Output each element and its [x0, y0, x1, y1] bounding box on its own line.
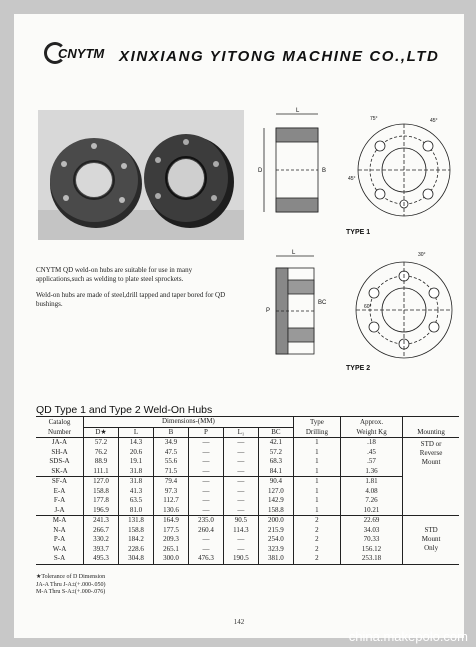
table-cell: 495.3	[84, 554, 119, 564]
table-cell: 266.7	[84, 526, 119, 536]
dim-d-label: D	[258, 168, 263, 174]
table-cell: 68.3	[258, 457, 293, 467]
table-cell: 177.8	[84, 496, 119, 506]
dim-b-label: B	[322, 168, 327, 174]
company-logo	[44, 40, 106, 70]
table-cell: 260.4	[188, 526, 223, 536]
table-row	[36, 467, 459, 477]
type2-drawing	[254, 246, 470, 386]
table-cell: SDS-A	[49, 457, 70, 466]
table-cell: JA-A	[51, 438, 68, 447]
table-cell: 158.8	[258, 506, 293, 516]
table-row	[36, 448, 459, 458]
table-row	[36, 545, 459, 555]
table-cell: 81.0	[118, 506, 153, 516]
header-type: Type	[293, 417, 340, 428]
table-cell: 31.8	[118, 467, 153, 477]
catalog-page	[14, 14, 464, 638]
table-cell: —	[188, 477, 223, 487]
table-cell: 158.8	[84, 487, 119, 497]
dim-bc-label: BC	[318, 300, 327, 306]
table-cell: 31.8	[118, 477, 153, 487]
table-cell: 393.7	[84, 545, 119, 555]
table-cell: 111.1	[84, 467, 119, 477]
table-cell: S-A	[36, 554, 84, 564]
table-cell: 70.33	[340, 535, 402, 545]
header-catalog: Catalog	[36, 417, 84, 428]
table-cell: 381.0	[258, 554, 293, 564]
type2-label: TYPE 2	[346, 365, 371, 372]
table-cell: 10.21	[340, 506, 402, 516]
header-l1: L₁	[223, 427, 258, 438]
angle-label-1: 45°	[430, 118, 438, 124]
table-cell: 97.3	[153, 487, 188, 497]
header-l: L	[118, 427, 153, 438]
table-cell: J-A	[36, 506, 84, 516]
table-cell: 196.9	[84, 506, 119, 516]
logo-text: CNYTM	[58, 46, 105, 61]
table-cell: 1	[293, 477, 340, 487]
table-cell: 190.5	[223, 554, 258, 564]
table-cell: .45	[340, 448, 402, 458]
table-cell: —	[223, 477, 258, 487]
table-cell: 323.9	[258, 545, 293, 555]
table-cell: 71.5	[153, 467, 188, 477]
table-cell: 1	[293, 457, 340, 467]
mounting-std-or-reverse: STD or Reverse Mount	[403, 438, 459, 516]
table-cell: —	[188, 438, 223, 448]
table-cell: 156.12	[340, 545, 402, 555]
table-cell: 34.9	[153, 438, 188, 448]
table-cell: —	[188, 457, 223, 467]
table-cell: —	[188, 448, 223, 458]
table-cell: —	[223, 545, 258, 555]
table-cell: 127.0	[84, 477, 119, 487]
angle-label-60: 60°	[364, 304, 372, 310]
table-cell: —	[188, 496, 223, 506]
table-cell: 235.0	[188, 516, 223, 526]
table-cell: —	[188, 467, 223, 477]
angle-label-30: 30°	[418, 252, 426, 258]
table-cell: 7.26	[340, 496, 402, 506]
type1-drawing	[254, 104, 470, 248]
header-drilling: Drilling	[293, 427, 340, 438]
table-cell: 4.08	[340, 487, 402, 497]
table-cell: —	[223, 487, 258, 497]
table-cell: 1	[293, 487, 340, 497]
table-row	[36, 506, 459, 516]
table-title: QD Type 1 and Type 2 Weld-On Hubs	[36, 404, 213, 416]
table-cell: —	[223, 496, 258, 506]
table-cell: —	[223, 448, 258, 458]
product-description	[36, 266, 226, 316]
table-cell: 215.9	[258, 526, 293, 536]
table-cell: .18	[340, 438, 402, 448]
table-cell: 19.1	[118, 457, 153, 467]
header-approx: Approx.	[340, 417, 402, 428]
dim-l-label: L	[296, 108, 300, 114]
table-cell: —	[223, 457, 258, 467]
dim-l-label: L	[292, 250, 296, 256]
table-cell: 55.6	[153, 457, 188, 467]
table-cell: 112.7	[153, 496, 188, 506]
table-cell: 88.9	[84, 457, 119, 467]
table-cell: E-A	[53, 486, 66, 495]
table-cell: 1.36	[340, 467, 402, 477]
table-cell: 2	[293, 545, 340, 555]
angle-label-3: 45°	[348, 176, 356, 182]
company-name: XINXIANG YITONG MACHINE CO.,LTD	[119, 48, 440, 65]
table-cell: 476.3	[188, 554, 223, 564]
header-number: Number	[36, 427, 84, 438]
table-row	[36, 535, 459, 545]
table-cell: M-A	[52, 516, 67, 525]
header-d: D★	[84, 427, 119, 438]
table-cell: 184.2	[118, 535, 153, 545]
table-cell: P-A	[53, 535, 66, 544]
table-cell: .57	[340, 457, 402, 467]
table-cell: 76.2	[84, 448, 119, 458]
table-cell: —	[223, 535, 258, 545]
table-cell: 42.1	[258, 438, 293, 448]
table-row	[36, 487, 459, 497]
table-cell: F-A	[53, 496, 66, 505]
table-cell: 304.8	[118, 554, 153, 564]
table-cell: 130.6	[153, 506, 188, 516]
table-cell: 22.69	[340, 516, 402, 526]
dim-p-label: P	[266, 308, 271, 314]
header-dimensions: Dimensions-(MM)	[84, 417, 294, 428]
header-b: B	[153, 427, 188, 438]
table-cell: 158.8	[118, 526, 153, 536]
header-p: P	[188, 427, 223, 438]
table-cell: 142.9	[258, 496, 293, 506]
table-cell: 241.3	[84, 516, 119, 526]
table-cell: —	[188, 535, 223, 545]
table-row	[36, 477, 459, 487]
table-cell: 114.3	[223, 526, 258, 536]
table-cell: 200.0	[258, 516, 293, 526]
table-cell: 41.3	[118, 487, 153, 497]
table-row	[36, 526, 459, 536]
table-cell: 2	[293, 516, 340, 526]
header-mounting-spacer	[403, 417, 459, 428]
mounting-std-only: STD Mount Only	[403, 516, 459, 565]
table-cell: 1	[293, 496, 340, 506]
table-row	[36, 554, 459, 564]
header-mounting: Mounting	[403, 427, 459, 438]
table-cell: —	[223, 438, 258, 448]
page-number: 142	[233, 618, 245, 626]
table-cell: 300.0	[153, 554, 188, 564]
product-photo	[38, 110, 244, 240]
specs-table	[36, 416, 459, 565]
table-row	[36, 496, 459, 506]
table-cell: —	[223, 467, 258, 477]
table-row	[36, 438, 459, 448]
table-cell: 63.5	[118, 496, 153, 506]
table-cell: SF-A	[51, 477, 68, 486]
table-cell: 265.1	[153, 545, 188, 555]
table-cell: N-A	[53, 525, 66, 534]
table-cell: 254.0	[258, 535, 293, 545]
table-row	[36, 516, 459, 526]
table-cell: 2	[293, 535, 340, 545]
table-cell: 2	[293, 554, 340, 564]
table-cell: W-A	[52, 544, 67, 553]
angle-label-2: 75°	[370, 116, 378, 122]
type1-label: TYPE 1	[346, 229, 371, 236]
header-weight: Weight Kg	[340, 427, 402, 438]
table-row	[36, 457, 459, 467]
footnotes	[36, 574, 106, 597]
footnote-tolerance: ★Tolerance of D Dimension	[36, 574, 106, 580]
table-cell: SK-A	[36, 467, 84, 477]
table-cell: 228.6	[118, 545, 153, 555]
table-cell: 164.9	[153, 516, 188, 526]
table-cell: 90.5	[223, 516, 258, 526]
table-cell: 131.8	[118, 516, 153, 526]
table-cell: 209.3	[153, 535, 188, 545]
table-cell: —	[188, 506, 223, 516]
description-paragraph-1: CNYTM QD weld-on hubs are suitable for use in many applications,such as welding to plate steel sprockets.	[36, 266, 193, 283]
table-cell: 1	[293, 467, 340, 477]
table-cell: 90.4	[258, 477, 293, 487]
footnote-ja-j: JA-A Thru J-A±(+.000-.050)	[36, 581, 106, 588]
table-cell: 79.4	[153, 477, 188, 487]
table-cell: 20.6	[118, 448, 153, 458]
table-cell: 1	[293, 438, 340, 448]
table-cell: 1.81	[340, 477, 402, 487]
table-cell: —	[188, 487, 223, 497]
watermark: china.makepolo.com	[348, 629, 468, 644]
table-cell: 57.2	[258, 448, 293, 458]
table-cell: 1	[293, 448, 340, 458]
description-paragraph-2: Weld-on hubs are made of steel,drill tapped and taper bored for QD bushings.	[36, 291, 226, 308]
table-cell: 57.2	[84, 438, 119, 448]
table-cell: —	[188, 545, 223, 555]
table-cell: 1	[293, 506, 340, 516]
table-cell: 2	[293, 526, 340, 536]
table-cell: 253.18	[340, 554, 402, 564]
table-cell: 34.03	[340, 526, 402, 536]
table-cell: SH-A	[51, 447, 68, 456]
footnote-m-s: M-A Thru S-A±(+.000-.076)	[36, 589, 106, 595]
table-cell: —	[223, 506, 258, 516]
table-cell: 127.0	[258, 487, 293, 497]
table-cell: 14.3	[118, 438, 153, 448]
table-cell: 177.5	[153, 526, 188, 536]
header-bc: BC	[258, 427, 293, 438]
table-cell: 330.2	[84, 535, 119, 545]
table-cell: 47.5	[153, 448, 188, 458]
table-cell: 84.1	[258, 467, 293, 477]
